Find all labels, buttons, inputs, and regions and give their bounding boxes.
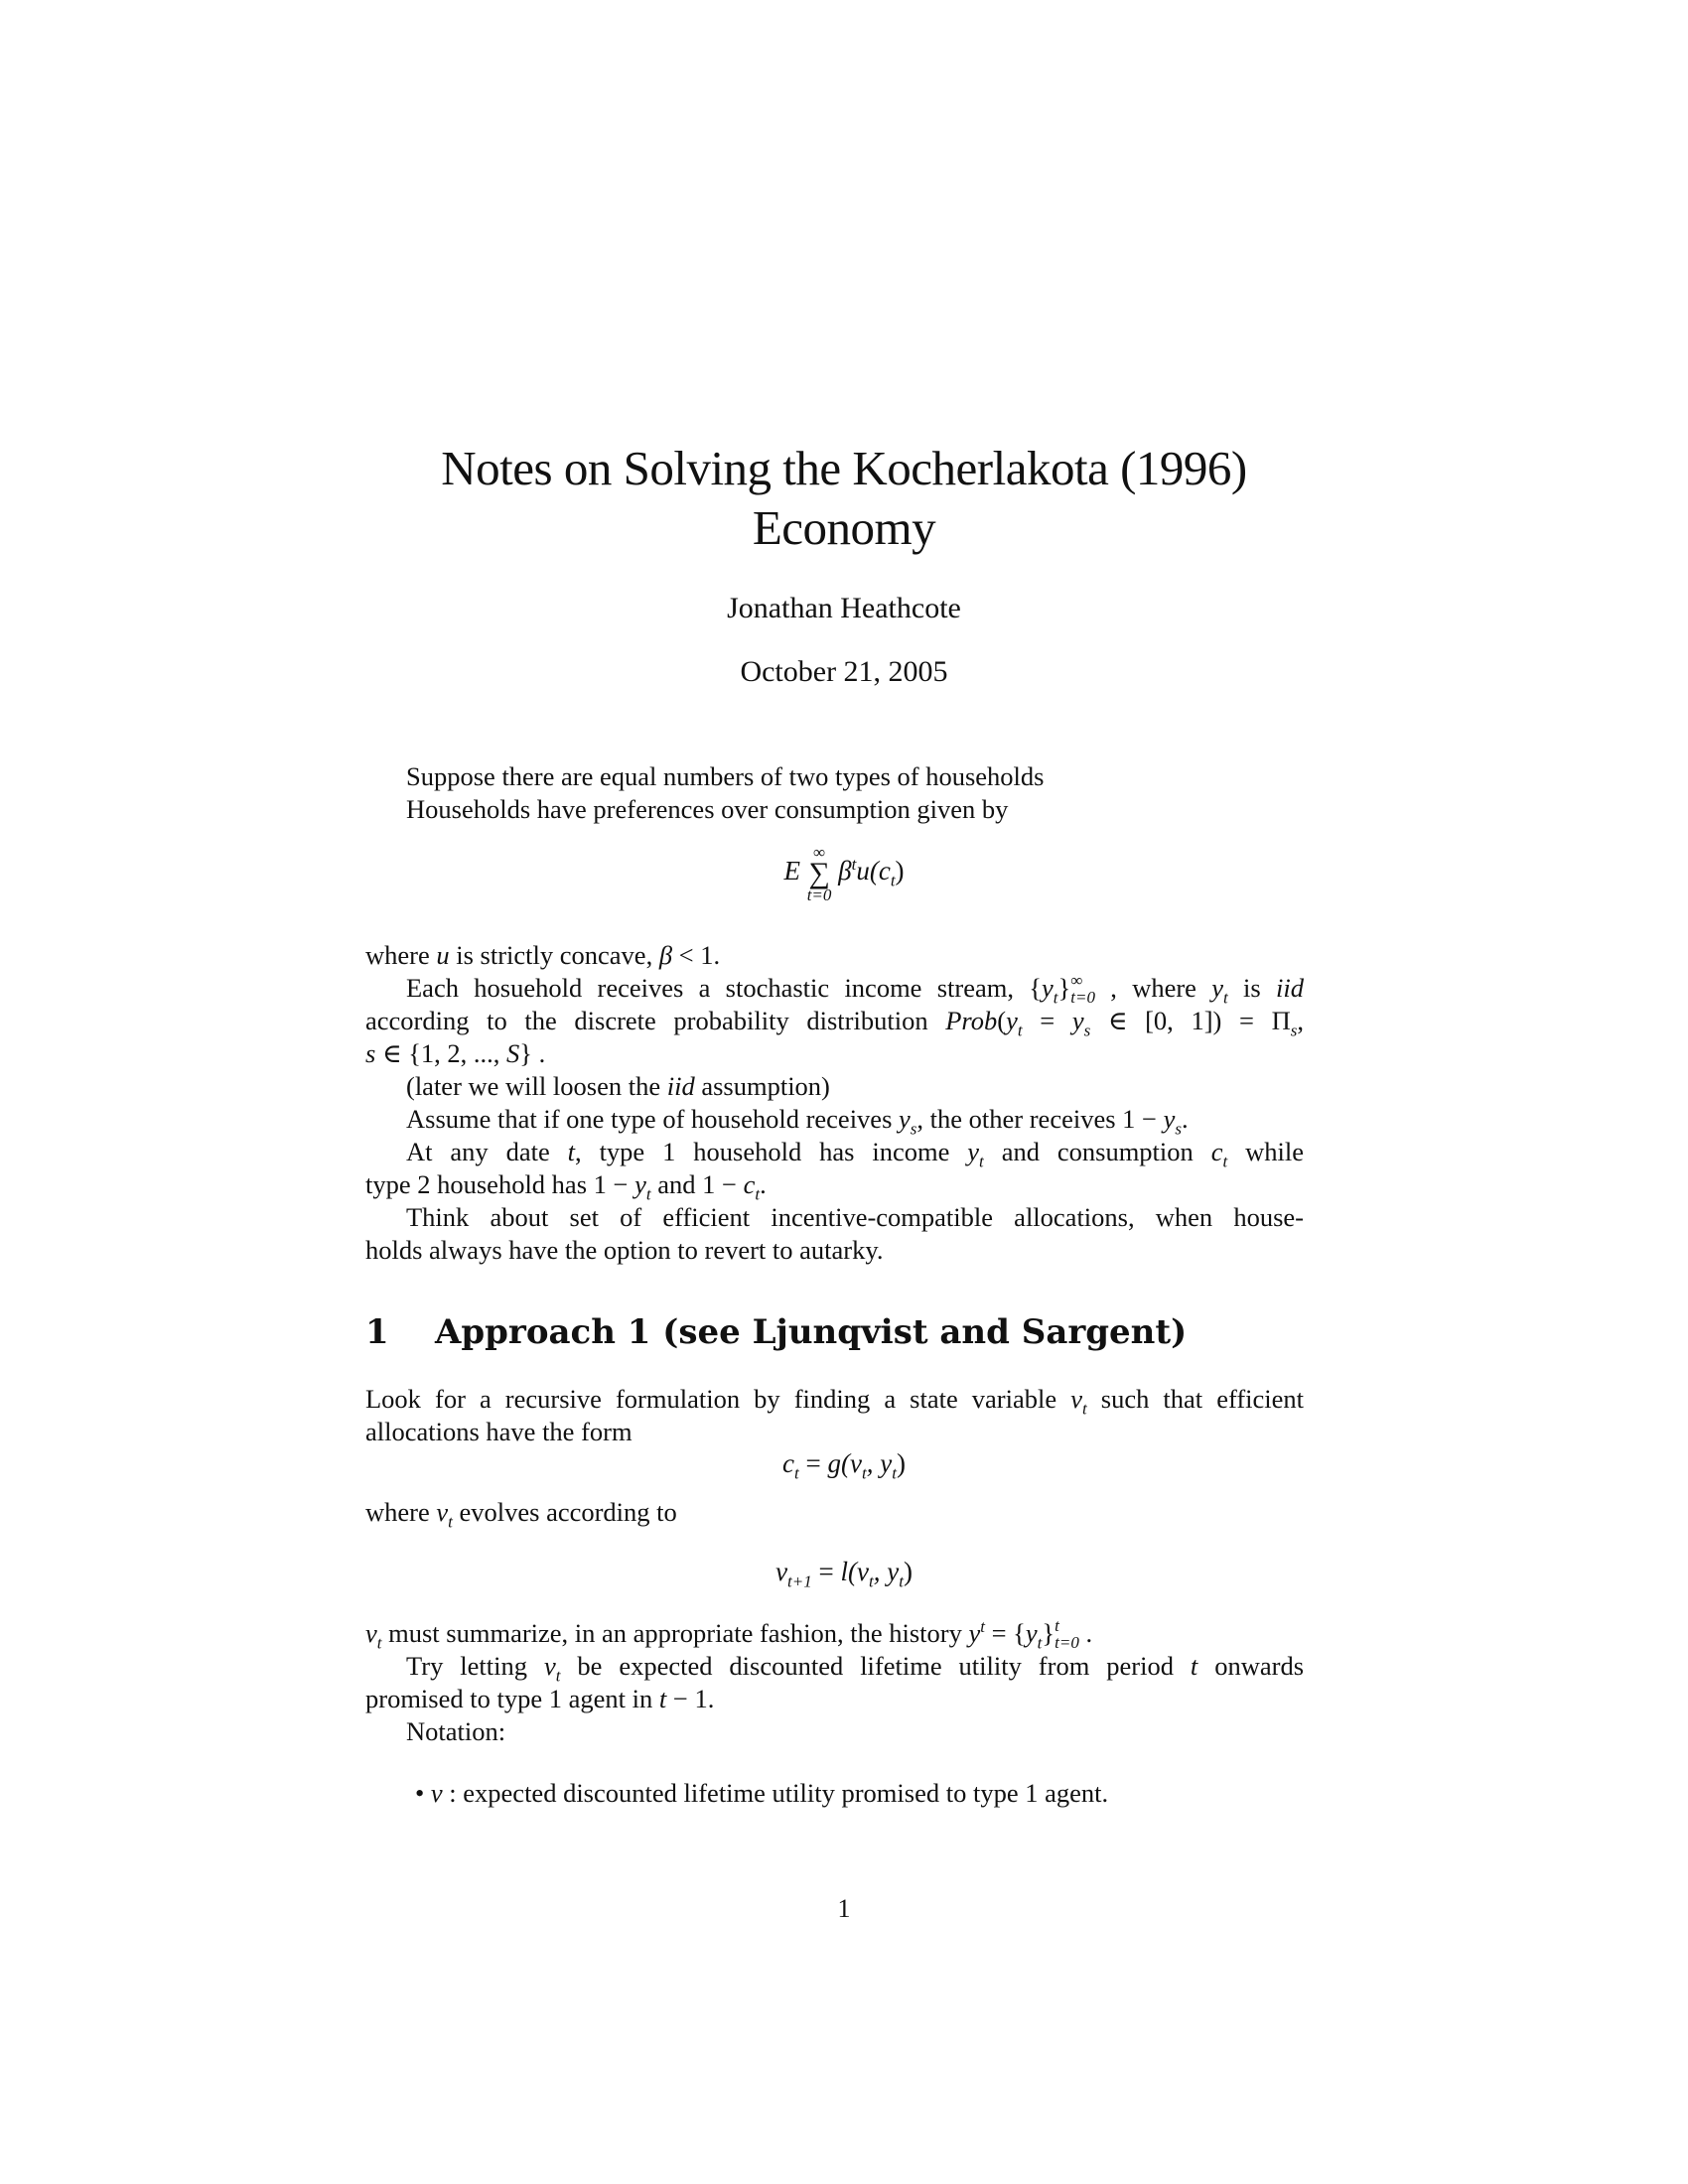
intro-paragraph-4-line-1 — [406, 972, 1304, 1006]
sub: t — [1037, 1633, 1043, 1653]
eq-arg: (v — [848, 1557, 869, 1586]
eq-lhs: v — [775, 1557, 788, 1586]
var-t: t — [1190, 1651, 1198, 1681]
text: type 2 household has 1 − — [365, 1169, 635, 1199]
intro-paragraph-3 — [365, 939, 1304, 972]
sub: t — [1222, 1152, 1228, 1171]
sub: t — [794, 1463, 799, 1483]
sub: t — [1053, 988, 1058, 1008]
bullet-icon: • — [415, 1778, 425, 1808]
eq-fn: l — [840, 1557, 848, 1586]
intro-paragraph-7-line-2 — [365, 1168, 1304, 1204]
text: while — [1227, 1137, 1304, 1166]
equation-state-law — [0, 1557, 1688, 1591]
intro-paragraph-8-line-2: holds always have the option to revert to autarky. — [365, 1235, 884, 1265]
eq-equals: = — [798, 1448, 828, 1478]
text: . — [1182, 1104, 1189, 1134]
eq-equals: = — [811, 1557, 841, 1586]
eq-arg: , y — [873, 1557, 900, 1586]
section-paragraph-4-line-2 — [365, 1683, 1304, 1715]
var-y: y — [1006, 1006, 1018, 1035]
sub: t+1 — [787, 1571, 812, 1591]
text: ∈ [0, 1]) = Π — [1090, 1006, 1291, 1035]
intro-paragraph-8-line-1: Think about set of efficient incentive-compatible allocations, when house- — [406, 1202, 1304, 1232]
intro-paragraph-7-line-1 — [406, 1136, 1304, 1171]
iid: iid — [666, 1071, 695, 1101]
text: according to the discrete probability distribution — [365, 1006, 946, 1035]
section-paragraph-2 — [365, 1496, 1304, 1532]
text: and consumption — [983, 1137, 1211, 1166]
var-y: y — [1071, 1006, 1084, 1035]
text: and 1 − — [650, 1169, 744, 1199]
sub: t — [555, 1666, 561, 1686]
text: } — [1057, 973, 1071, 1003]
section-paragraph-1-line-2: allocations have the form — [365, 1417, 633, 1446]
eq-arg: (v — [841, 1448, 862, 1478]
text: where — [365, 1497, 437, 1527]
var-t: t — [658, 1684, 667, 1713]
sub: t=0 — [1055, 1633, 1079, 1652]
text: ( — [997, 1006, 1007, 1035]
eq-E: E — [783, 856, 800, 887]
eq-utility-sub: t — [890, 871, 896, 890]
document-title — [0, 439, 1688, 558]
text: Each hosuehold receives a stochastic income stream, { — [406, 973, 1043, 1003]
sub: t — [448, 1512, 453, 1532]
intro-paragraph-6 — [406, 1103, 1304, 1139]
var-v: v — [430, 1778, 443, 1808]
eq-fn: g — [827, 1448, 841, 1478]
sub: t=0 — [1070, 988, 1095, 1007]
text: . — [1078, 1618, 1093, 1648]
eq-beta-sup: t — [851, 855, 857, 875]
equation-expected-utility — [0, 844, 1688, 903]
text: = { — [984, 1618, 1026, 1648]
section-paragraph-3 — [365, 1617, 1304, 1651]
text: } . — [519, 1038, 546, 1068]
intro-paragraph-2: Households have preferences over consumption given by — [406, 794, 1009, 824]
text: (later we will loosen the — [406, 1071, 667, 1101]
sum-upper-limit: ∞ — [812, 843, 826, 862]
text: assumption) — [694, 1071, 830, 1101]
sub: t — [376, 1633, 382, 1653]
sup: ∞ — [1070, 971, 1083, 990]
var-y: y — [1042, 973, 1054, 1003]
intro-paragraph-4-line-3 — [365, 1037, 1304, 1070]
text: is strictly concave, — [449, 940, 659, 970]
text: where — [365, 940, 437, 970]
sub: t — [1223, 988, 1228, 1008]
sub: t — [645, 1184, 651, 1204]
text: At any date — [406, 1137, 568, 1166]
sub: s — [1290, 1021, 1298, 1040]
section-title: Approach 1 (see Ljunqvist and Sargent) — [435, 1312, 1188, 1352]
summation — [807, 844, 832, 903]
sub: t — [892, 1463, 897, 1483]
var-y: y — [967, 1137, 980, 1166]
var-y: y — [899, 1104, 911, 1134]
page-number: 1 — [837, 1894, 851, 1923]
sub: t — [868, 1571, 874, 1591]
text: must summarize, in an appropriate fashion, the history — [381, 1618, 969, 1648]
sum-symbol: ∑ — [808, 857, 830, 889]
eq-close: ) — [895, 856, 905, 887]
eq-close: ) — [896, 1448, 906, 1478]
var-beta: β — [658, 940, 673, 970]
sub: s — [1083, 1021, 1091, 1040]
author: Jonathan Heathcote — [727, 592, 961, 624]
bullet-text: : expected discounted lifetime utility promised to type 1 agent. — [442, 1778, 1109, 1808]
sub: s — [1175, 1119, 1182, 1139]
var-t: t — [567, 1137, 576, 1166]
section-heading — [365, 1312, 1187, 1352]
eq-arg: , y — [866, 1448, 893, 1478]
var-S: S — [506, 1038, 520, 1068]
iid: iid — [1276, 973, 1304, 1003]
var-v: v — [1070, 1384, 1082, 1414]
text: = — [1022, 1006, 1072, 1035]
date: October 21, 2005 — [740, 655, 948, 688]
equation-consumption-policy — [0, 1448, 1688, 1483]
text: , the other receives 1 − — [916, 1104, 1164, 1134]
text: Try letting — [406, 1651, 544, 1681]
text: , type 1 household has income — [575, 1137, 968, 1166]
var-y: y — [634, 1169, 646, 1199]
intro-paragraph-5 — [406, 1070, 1304, 1103]
sub: s — [910, 1119, 917, 1139]
sub: t — [755, 1184, 761, 1204]
limits — [1055, 1617, 1079, 1651]
var-c: c — [1210, 1137, 1223, 1166]
text: , — [1297, 1006, 1304, 1035]
var-v: v — [436, 1497, 449, 1527]
text: − 1. — [666, 1684, 715, 1713]
var-y: y — [968, 1618, 981, 1648]
text: . — [760, 1169, 767, 1199]
eq-beta: β — [838, 856, 852, 887]
title-line-1: Notes on Solving the Kocherlakota (1996) — [441, 441, 1247, 495]
sub: t — [861, 1463, 867, 1483]
text: promised to type 1 agent in — [365, 1684, 659, 1713]
sub: t — [899, 1571, 904, 1591]
sub: t — [1017, 1021, 1023, 1040]
sup: t — [1055, 1616, 1059, 1635]
var-v: v — [543, 1651, 556, 1681]
text: evolves according to — [452, 1497, 677, 1527]
text: be expected discounted lifetime utility from period — [560, 1651, 1191, 1681]
sum-lower-limit: t=0 — [806, 886, 832, 904]
var-u: u — [436, 940, 450, 970]
section-number: 1 — [365, 1312, 389, 1352]
section-paragraph-4-line-1 — [406, 1650, 1305, 1686]
var-s: s — [365, 1038, 376, 1068]
section-paragraph-1-line-1 — [365, 1383, 1305, 1419]
notation-list-item — [415, 1777, 1108, 1810]
text: onwards — [1197, 1651, 1305, 1681]
text: such that efficient — [1086, 1384, 1305, 1414]
limits — [1070, 972, 1095, 1006]
text: ∈ {1, 2, ..., — [375, 1038, 507, 1068]
text: < 1. — [672, 940, 721, 970]
text: Look for a recursive formulation by finding a state variable — [365, 1384, 1071, 1414]
eq-utility: u(c — [856, 856, 891, 887]
var-y: y — [1025, 1618, 1038, 1648]
prob: Prob — [945, 1006, 998, 1035]
text: } — [1042, 1618, 1055, 1648]
sub: t — [979, 1152, 984, 1171]
eq-lhs: c — [782, 1448, 795, 1478]
text: Assume that if one type of household receives — [406, 1104, 900, 1134]
var-c: c — [743, 1169, 756, 1199]
sup: t — [980, 1617, 985, 1637]
var-y: y — [1163, 1104, 1176, 1134]
intro-paragraph-4-line-2 — [365, 1005, 1304, 1040]
sub: t — [1081, 1399, 1087, 1419]
title-line-2: Economy — [752, 500, 936, 555]
intro-paragraph-1: Suppose there are equal numbers of two types of households — [406, 761, 1045, 791]
var-v: v — [365, 1618, 377, 1648]
var-y: y — [1211, 973, 1223, 1003]
eq-close: ) — [903, 1557, 913, 1586]
text: is — [1227, 973, 1277, 1003]
text: , where — [1094, 973, 1212, 1003]
section-paragraph-5: Notation: — [406, 1716, 506, 1746]
